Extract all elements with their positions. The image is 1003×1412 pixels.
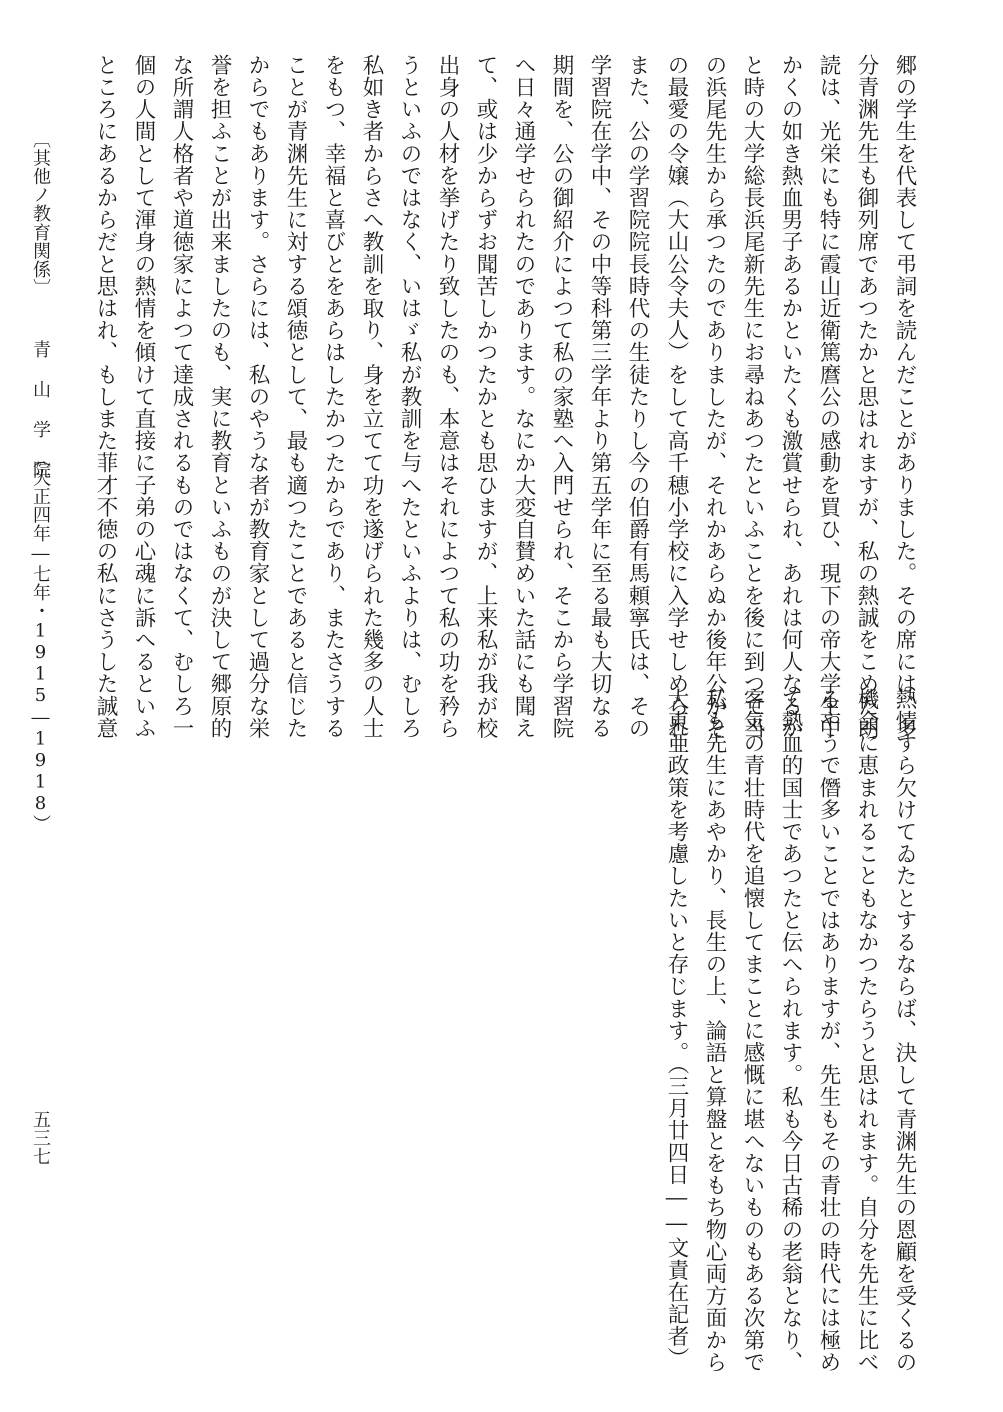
period-label: （大正四年―七年・1915―1918） <box>30 450 51 834</box>
text-column: をもつ、幸福と喜びとをあらはしたかつたからであり、またさうする <box>321 54 346 740</box>
text-column: からでもあります。さらには、私のやうな者が教育家として過分な栄 <box>245 54 270 740</box>
text-column: 誉を担ふことが出来ましたのも、実に教育といふものが決して郷原的 <box>207 54 232 740</box>
text-column: 分青渊先生も御列席であつたかと思はれますが、私の熱誠をこめた朗 <box>854 54 879 740</box>
text-column: 郷の学生を代表して弔詞を読んだことがありました。その席には、多 <box>892 54 917 740</box>
text-column: ことが青渊先生に対する頌徳として、最も適つたことであると信じた <box>283 54 308 740</box>
text-column: かくの如き熱血男子あるかといたくも激賞せられ、あれは何人なるか <box>778 54 803 740</box>
text-column: 学習院在学中、その中等科第三学年より第五学年に至る最も大切なる <box>587 54 612 740</box>
page-number: 五三七 <box>30 1110 51 1166</box>
school-name: 青 山 学 院 <box>30 340 51 480</box>
text-column: て熱血的国士であつたと伝へられます。私も今日古稀の老翁となり、 <box>778 688 803 1374</box>
text-column: 熱情すら欠けてゐたとするならば、決して青渊先生の恩顧を受くるの <box>892 688 917 1374</box>
text-column: と時の大学総長浜尾新先生にお尋ねあつたといふことを後に到つて当 <box>740 54 765 740</box>
text-column: 読は、光栄にも特に霞山近衛篤麿公の感動を買ひ、現下の帝大学生中 <box>816 54 841 740</box>
text-column: 個の人間として渾身の熱情を傾けて直接に子弟の心魂に訴へるといふ <box>131 54 156 740</box>
text-column: るやうで僭多いことではありますが、先生もその青壮の時代には極め <box>816 688 841 1374</box>
text-column: 私も先生にあやかり、長生の上、論語と算盤とをもち物心両方面から <box>702 688 727 1374</box>
text-column: へ日々通学せられたのであります。なにか大変自賛めいた話にも聞え <box>511 54 536 740</box>
text-column: て、或は少からずお聞苦しかつたかとも思ひますが、上来私が我が校 <box>473 54 498 740</box>
text-column: 期間を、公の御紹介によつて私の家塾へ入門せられ、そこから学習院 <box>549 54 574 740</box>
text-column: の最愛の令嬢（大山公令夫人）をして高千穂小学校に入学せしめられ <box>664 54 689 740</box>
text-column: な所謂人格者や道徳家によつて達成されるものではなくて、むしろ一 <box>169 54 194 740</box>
text-column: 客気の青壮時代を追懐してまことに感慨に堪へないものもある次第で <box>740 688 765 1374</box>
section-title: 〔其他ノ教育関係〕 <box>30 130 51 298</box>
text-column: うといふのではなく、いはゞ私が教訓を与へたといふよりは、むしろ <box>397 54 422 740</box>
text-column: ところにあるからだと思はれ、もしまた菲才不徳の私にさうした誠意 <box>93 54 118 740</box>
text-column: 機会に恵まれることもなかつたらうと思はれます。自分を先生に比べ <box>854 688 879 1374</box>
text-column: また、公の学習院院長時代の生徒たりし今の伯爵有馬頼寧氏は、その <box>625 54 650 740</box>
text-column: 出身の人材を挙げたり致したのも、本意はそれによつて私の功を矜ら <box>435 54 460 740</box>
text-column: の浜尾先生から承つたのでありましたが、それかあらぬか後年公がそ <box>702 54 727 740</box>
text-column: 私如き者からさへ教訓を取り、身を立てて功を遂げられた幾多の人士 <box>359 54 384 740</box>
text-column: 大東亜政策を考慮したいと存じます。（三月廿四日――文責在記者） <box>664 688 689 1370</box>
